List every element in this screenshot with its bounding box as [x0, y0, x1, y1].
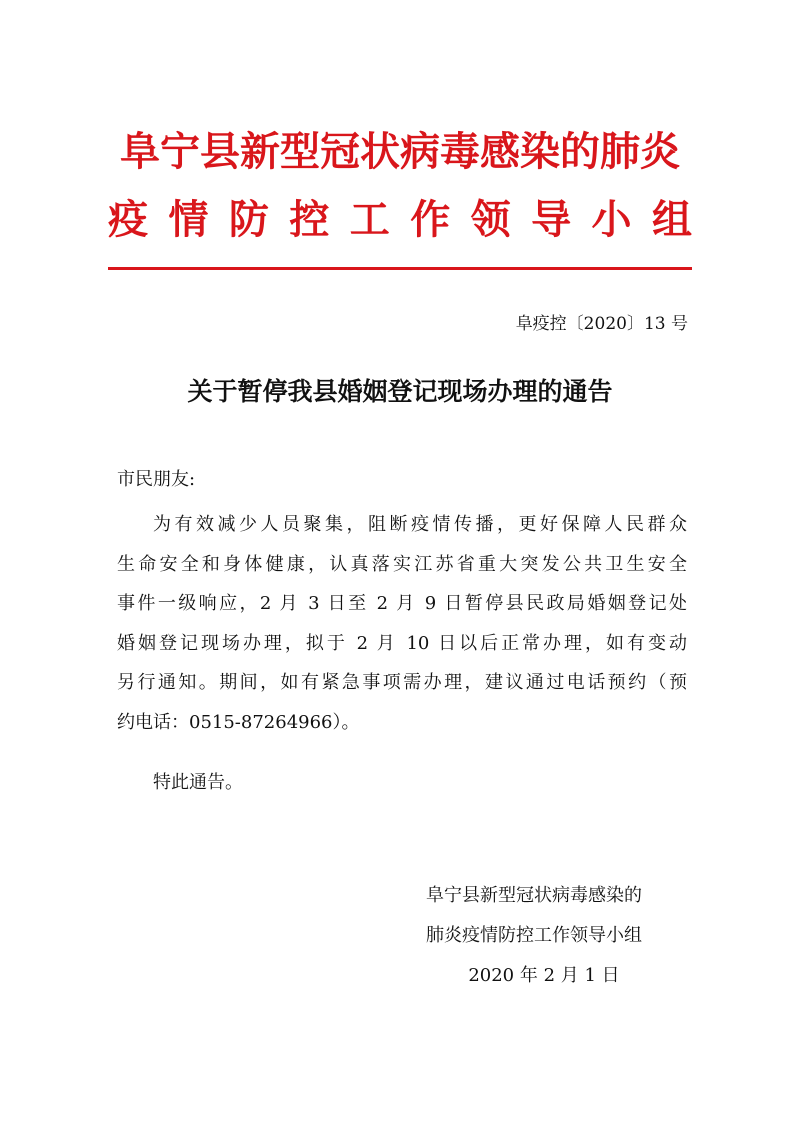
- header-title-line-2: 疫情防控工作领导小组: [108, 196, 692, 243]
- header-divider: [108, 267, 692, 270]
- signature-date: 2020 年 2 月 1 日: [468, 965, 620, 986]
- header-title-line-1: 阜宁县新型冠状病毒感染的肺炎: [120, 128, 680, 175]
- salutation: 市民朋友:: [117, 469, 196, 490]
- signature-org-line-2: 肺炎疫情防控工作领导小组: [426, 925, 642, 946]
- body-paragraph: [117, 505, 687, 743]
- body-line: 婚姻登记现场办理，拟于 2 月 10 日以后正常办理，如有变动: [117, 632, 687, 654]
- body-line: 事件一级响应，2 月 3 日至 2 月 9 日暂停县民政局婚姻登记处: [117, 593, 687, 615]
- body-line: 约电话：0515-87264966）。: [117, 711, 360, 733]
- document-title: 关于暂停我县婚姻登记现场办理的通告: [187, 377, 613, 406]
- signature-org-line-1: 阜宁县新型冠状病毒感染的: [426, 885, 642, 906]
- document-number: 阜疫控〔2020〕13 号: [515, 314, 688, 334]
- body-line: 生命安全和身体健康，认真落实江苏省重大突发公共卫生安全: [117, 553, 687, 575]
- closing-remark: 特此通告。: [153, 772, 243, 793]
- signature-block: [426, 876, 692, 996]
- body-line: 为有效减少人员聚集，阻断疫情传播，更好保障人民群众: [153, 514, 687, 535]
- body-line: 另行通知。期间，如有紧急事项需办理，建议通过电话预约（预: [117, 672, 687, 694]
